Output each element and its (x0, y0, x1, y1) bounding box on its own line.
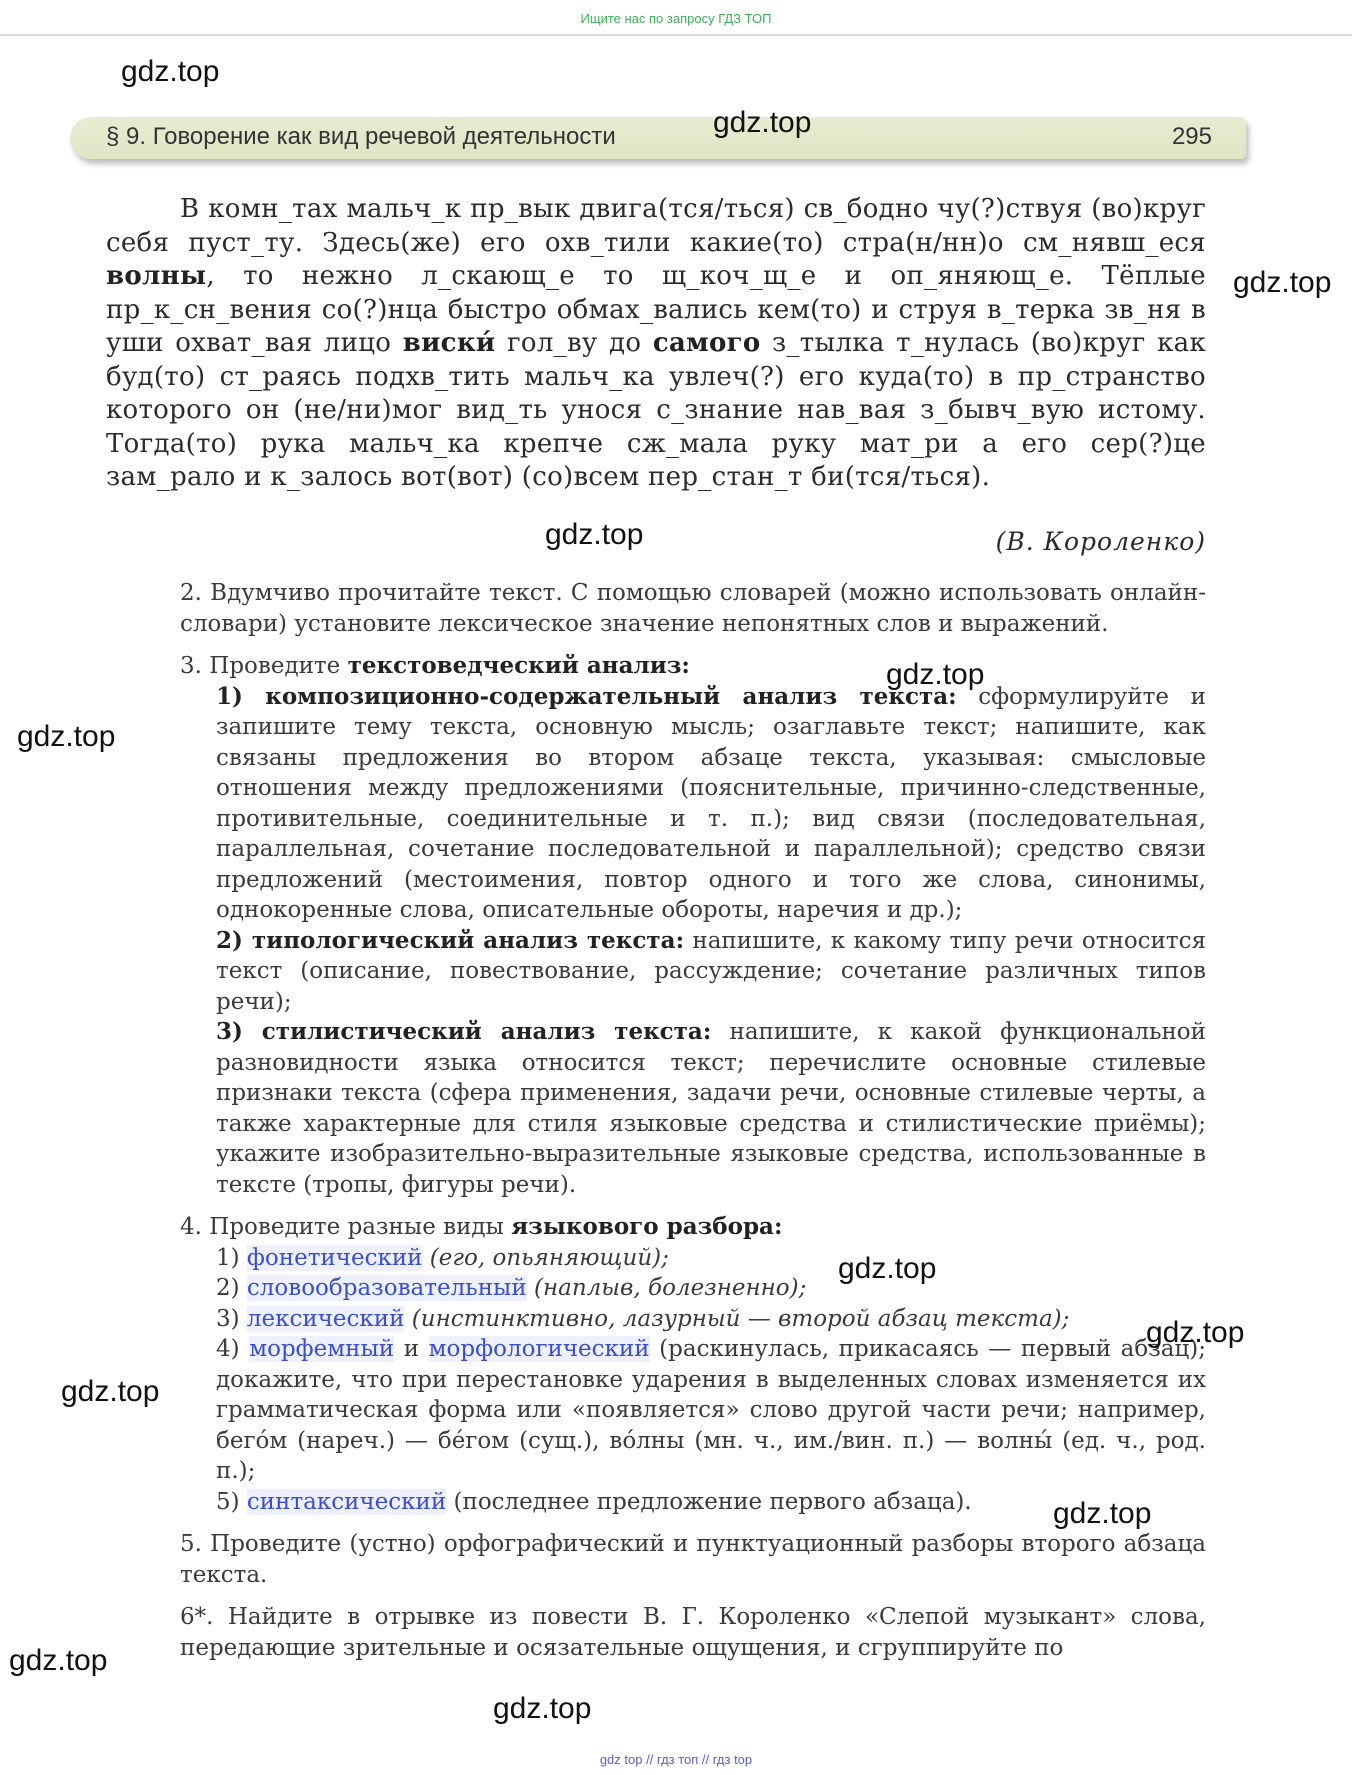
exercise-text (106, 193, 1206, 495)
task-4-item-3 (180, 1304, 1206, 1335)
task-3-lead: 3. Проведите (180, 653, 348, 679)
task-3-item-2 (180, 926, 1206, 1018)
task-3-item-3 (180, 1017, 1206, 1200)
task-3-item-2-text: напишите, к какому типу речи относится текст (описание, повествование, рассуждение; сочетание различных типов речи); (216, 927, 1206, 1015)
bold-word: виски́ (402, 328, 496, 358)
watermark: gdz.top (1233, 266, 1332, 299)
task-3 (180, 651, 1206, 1200)
watermark: gdz.top (121, 55, 220, 88)
morphemic-link[interactable]: морфемный (249, 1336, 395, 1362)
task-4 (180, 1212, 1206, 1517)
morphological-link[interactable]: морфологический (428, 1336, 650, 1362)
bold-word: самого (652, 328, 761, 358)
task-4-item-5-num: 5) (216, 1488, 247, 1515)
watermark: gdz.top (17, 720, 116, 753)
watermark: gdz.top (493, 1692, 592, 1725)
task-4-lead: 4. Проведите разные виды (180, 1214, 512, 1240)
task-5: 5. Проведите (устно) орфографический и пунктуационный разборы второго абзаца текста. (180, 1531, 1206, 1588)
bold-word: волны (106, 261, 207, 291)
task-3-item-2-title: 2) типологический анализ текста: (216, 926, 685, 954)
task-6: 6*. Найдите в отрывке из повести В. Г. Короленко «Слепой музыкант» слова, передающие зрительные и осязательные ощущения, и сгруппируйте по (180, 1604, 1206, 1661)
watermark: gdz.top (545, 518, 644, 551)
top-banner-text: Ищите нас по запросу ГДЗ ТОП (580, 11, 772, 26)
watermark: gdz.top (838, 1252, 937, 1285)
task-3-lead-bold: текстоведческий анализ: (347, 652, 690, 679)
task-4-item-1-text: (его, опьяняющий); (422, 1244, 669, 1271)
syntactic-link[interactable]: синтаксический (246, 1488, 447, 1515)
watermark: gdz.top (1053, 1497, 1152, 1530)
task-3-item-1-text: сформулируйте и запишите тему текста, основную мысль; озаглавьте текст; напишите, как связаны предложения во втором абзаце текста, указывая: смысловые отношения между предложениями (пояснительные, причинно-следственные, противительные, соединительные и т. п.); вид связи (последовательная, параллельная, сочетание последовательной и параллельной); средство связи предложений (местоимения, повтор одного и того же слова, синонимы, однокоренные слова, описательные обороты, наречия и др.); (216, 683, 1206, 923)
section-header (70, 117, 1246, 159)
task-4-item-3-num: 3) (216, 1305, 247, 1332)
task-2: 2. Вдумчиво прочитайте текст. С помощью словарей (можно использовать онлайн-словари) установите лексическое значение непонятных слов и выражений. (180, 580, 1206, 637)
task-4-item-1 (180, 1243, 1206, 1274)
task-3-item-3-text: напишите, к какой функциональной разновидности языка относится текст; перечислите основные стилевые признаки текста (сфера применения, задачи речи, основные стилевые черты, а также характерные для стиля языковые средства и стилистические приёмы); укажите изобразительно-выразительные языковые средства, использованные в тексте (тропы, фигуры речи). (216, 1019, 1206, 1198)
phonetic-link[interactable]: фонетический (246, 1244, 423, 1271)
top-banner (0, 0, 1352, 36)
task-4-item-4-text: (раскинулась, прикасаясь — первый абзац); докажите, что при перестановке ударения в выделенных словах изменяется их грамматическая форма или «появляется» слово другой части речи; например, бего́м (нареч.) — бе́гом (сущ.), во́лны (мн. ч., им./вин. п.) — волны́ (ед. ч., род. п.); (216, 1336, 1206, 1484)
watermark: gdz.top (713, 106, 812, 139)
page-number: 295 (1171, 123, 1212, 150)
lexical-link[interactable]: лексический (246, 1305, 405, 1332)
task-4-item-4-and: и (394, 1336, 429, 1362)
main-paragraph: В комн_тах мальч_к пр_вык двига(тся/ться) св_бодно чу(?)ствуя (во)круг себя пуст_ту. Здесь(же) его охв_тили какие(то) стра(н/нн)о см_нявш_еся волны, то нежно л_скающ_е то щ_коч_щ_е и оп_яняющ_е. Тёплые пр_к_сн_вения со(?)нца быстро обмах_вались кем(то) и струя в_терка зв_ня в уши охват_вая лицо виски́ гол_ву до самого з_тылка т_нулась (во)круг как буд(то) ст_раясь подхв_тить мальч_ка увлеч(?) его куда(то) в пр_странство которого он (не/ни)мог вид_ть унося с_знание нав_вая з_бывч_вую истому. Тогда(то) рука мальч_ка крепче сж_мала руку мат_ри а его сер(?)це зам_рало и к_залось вот(вот) (со)всем пер_стан_т би(тся/ться). (106, 194, 1206, 492)
task-3-item-3-title: 3) стилистический анализ текста: (216, 1018, 712, 1045)
section-title: § 9. Говорение как вид речевой деятельности (106, 123, 616, 150)
author-attribution: (В. Короленко) (995, 527, 1206, 556)
task-4-item-1-num: 1) (216, 1244, 247, 1271)
task-4-item-4 (180, 1334, 1206, 1487)
task-4-item-2-num: 2) (216, 1275, 247, 1301)
task-3-item-1-title: 1) композиционно-содержательный анализ текста: (216, 682, 957, 710)
task-4-item-4-num: 4) (216, 1336, 250, 1362)
task-3-item-1 (180, 682, 1206, 926)
task-4-lead-bold: языкового разбора: (511, 1213, 783, 1240)
word-formation-link[interactable]: словообразовательный (246, 1275, 527, 1301)
task-4-item-3-text: (инстинктивно, лазурный — второй абзац текста); (404, 1305, 1070, 1332)
watermark: gdz.top (9, 1644, 108, 1677)
task-4-item-2-text: (наплыв, болезненно); (526, 1275, 807, 1301)
footer-links[interactable]: gdz top // гдз топ // гдз top (599, 1752, 753, 1767)
watermark: gdz.top (61, 1375, 160, 1408)
watermark: gdz.top (886, 658, 985, 691)
task-4-item-2 (180, 1273, 1206, 1304)
task-4-item-5-text: (последнее предложение первого абзаца). (446, 1488, 972, 1515)
watermark: gdz.top (1146, 1316, 1245, 1349)
